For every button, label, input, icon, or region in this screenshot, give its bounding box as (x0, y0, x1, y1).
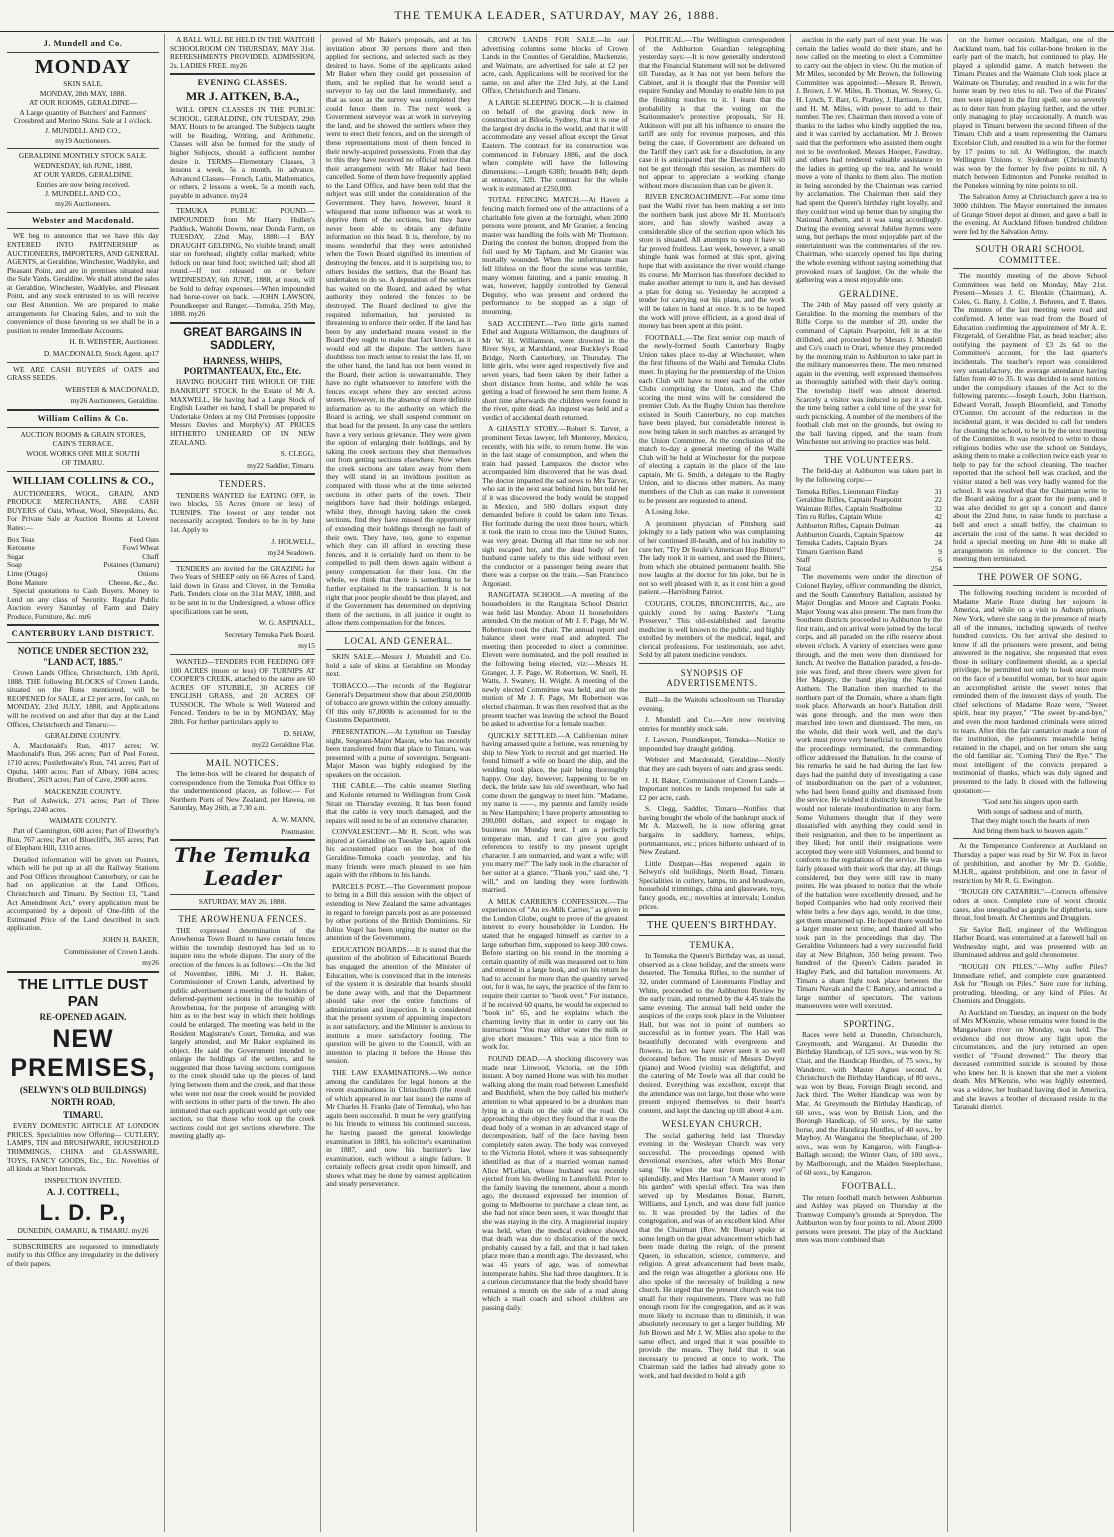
ad-land-notice-subheader: NOTICE UNDER SECTION 232, "LAND ACT, 1885." (17, 646, 149, 667)
list-item: my19 Auctioneers. (55, 135, 111, 145)
list-item: A LARGE SLEEPING DOCK.—It is claimed on behalf of the graving dock now in construction at Biloela, Sydney, that it is one of the largest dry docks in the world, and that it will accommodate any vessel afloat except the Great Eastern. The contract for its construction was commenced in February 1886, and the dock when complete will have the following dimensions:—Length 638ft; breadth 84ft; depth at entrance, 32ft. The contract for the whole work is estimated at £250,000. (482, 98, 628, 193)
ad-land-mackenzie-county: MACKENZIE COUNTY. (44, 786, 122, 796)
ad-dust-pan-inspection: INSPECTION INVITED. (44, 1175, 122, 1185)
geraldine-text: The 24th of May passed off very quietly at Geraldine. In the morning the members of the Rifle Corps to the number of 20, under the command of Captain Pearpoint, fell in at the drillshed, and proceeded by Messrs J. Mundell and Co's coach to Orari, whence they proceeded by the morning train to Ashburton to take part in the military manoeuvres there. The men returned again in the evening, well expressed themselves as thoroughly satisfied with their day's outing. The township itself was almost deserted. Scarcely a visitor was induced to pay it a visit, the time being rather a cold time of the year for such picnicking. A number of the members of the football club met on the grounds, but owing to the ball having ripped, and the team from Winchester not arriving no practice was held. (796, 300, 942, 447)
ad-tenders-signature (170, 538, 315, 558)
news-items-col4 (482, 36, 628, 1312)
ad-aitken-name: MR J. AITKEN, B.A., (185, 89, 300, 104)
list-item: CROWN LANDS FOR SALE.—In our advertising columns some blocks of Crown Lands in the Counties of Geraldine, Mackenzie, and Waimate, are advertised for sale at £2 per acre, cash. Applications will be received for the same, on and after the 23rd July, at the Land Office, Christchurch and Timaru. (482, 35, 628, 96)
list-item: At the Temperance Conference at Auckland on Thursday a paper was read by Sir W. Fox in favor of prohibition, and another by Mr D. Goldie, M.H.R., against prohibition, and one in favor of restriction by Mr R. G. Ewington. (953, 841, 1107, 885)
volunteers-text: The movements were under the direction of Colonel Bayley, officer commanding the district, and the South Canterbury Battalion, assisted by Major Douglas and Moore and Captain Pooks. Major Young was also present. The men from the Southern districts proceeded to Ashburton by the first train, and on arrival were joined by the local corps, and all paraded on the rifle reserve about eleven o'clock. A variety of exercises were gone through, and the men were then dismissed for lunch. At twelve the Battalion paraded, a feu-de-joie was fired, and three cheers were given for Her Majesty, the band playing the National Anthem. The Battalion then marched to the northern part of the Domain, where a sham fight took place. Afterwards an hour's Battalion drill was gone through, and the men were then marched into town and dismissed. The men, on the whole, did their work well, and the day's work must prove very beneficial to them. Before the proceedings terminated, the commanding officer addressed the Battalion. In the course of his remarks he said he had during the last few days had the painful duty of investigating a case of insubordination on the part of a volunteer, who had been found guilty and dismissed from the service. He wished it distinctly known that he would not tolerate insubordination in any form. Some Volunteers thought that if they were dissatisfied with anything they could send in their resignation, and then to be impertinent as they liked; but until their resignations were accepted they were still Volunteers, and bound to conform to the regulations of the service. He was fairly pleased with their work that day, all things considered, but they were still raw in many points. He was pleased to notice that the whole of the battalion were excellently dressed, and he hoped Companies who had only received their white belts a few days ago, would, in due time, get them smartened up. He hoped there would be a larger muster next time, and thanked all who took part in the proceedings that day. The Geraldine Volunteers had a very successful field day at New Brighton, 350 being present. Two hundred of the Queen's Cadets paraded in Hagley Park, and did battalion movements. At Timaru a sham fight took place between the Timaru Navals and the C Battery, and attracted a large number of spectators. The various manoeuvres were well executed. (796, 572, 943, 1011)
list-item: And bring them back to heaven again." (972, 825, 1088, 835)
list-item: RIVER ENCROACHMENT.—For some time past the Waihi river has been making a set into the northern bank just above Mr H. Morrison's store, and has slowly washed away a considerable slice of the section upon which his store is situated. All attempts to stop it have so far proved fruitless. Last week, however, a small shingle bank was formed at this spot, giving hope that with assistance the river would change its course. Mr Morrison has therefore decided to make another attempt to turn it, and has devised a plan for doing so. Yesterday he accepted a tender for carrying out his plans, and the work will be taken in hand at once. It is to be hoped the work will prove efficient, as a good deal of money has been spent at this point. (639, 192, 785, 331)
ad-collins-text: AUCTIONEERS, WOOL, GRAIN, AND PRODUCE MERCHANTS, ARE CASH BUYERS of Oats, Wheat, Wool, Sheepskins, &c. For Private Sale at Auction Rooms at Lowest Rates:— (7, 488, 159, 533)
queens-birthday-header: THE QUEEN'S BIRTHDAY. (647, 920, 777, 932)
ad-saddlery-signature (170, 450, 315, 470)
list-item: WEBSTER & MACDONALD, (65, 384, 159, 394)
list-item: AT OUR YARDS, GERALDINE. (33, 170, 133, 180)
wesleyan-header: WESLEYAN CHURCH. (661, 1119, 763, 1130)
list-item: AUCTION ROOMS & GRAIN STORES, (20, 429, 146, 439)
list-item: TOTAL FENCING MATCH.—At Haven a fencing match formed one of the attractions of a charitable fete given at the fortnight, when 2000 persons were present, and Mr Granier, a fencing master was handling the foils with Mr Thomson. During the contest the button, dropped from the foil used by Mr Tapham, and Mr Granier was mortally wounded. When the unfortunate man fell lifeless on the floor the scene was terrible, many women fainting, and a panic ensuing. It was, however, happily controlled by General Deguisy, who was present and ordered the performance to be stopped as a sign of mourning. (482, 195, 628, 316)
queens-birthday-temuka: TEMUKA. (689, 939, 735, 950)
list-item: THE LAW EXAMINATIONS.—We notice among the candidates for legal honors at the recent examinations in Christchurch (the result of which appeared in our last issue) the name of Mr Charles H. Franks (late of Temuka), who has again been successful. It must be very gratifying to his friends to witness his continued success, he having passed the general knowledge examination in 1883, his solicitor's examination in 1887, and now his barrister's law examination, each without a single failure. It certainly reflects great credit upon himself, and shows what may be done by earnest application and steady perseverance. (326, 1067, 471, 1189)
list-item: Little Dustpan—Has reopened again in Selwyn's old buildings, North Road, Timaru. Specialities in cutlery, lamps, tin and brushware, household trimmings, china and glassware, toys, fancy goods, etc.; novelties at intervals; London prices. (639, 858, 785, 911)
list-item: WEDNESDAY, 6th JUNE, 1888, (33, 160, 133, 170)
sporting-header: SPORTING. (843, 1018, 895, 1029)
list-item: NORTH ROAD, (51, 1097, 115, 1108)
ad-land-signature (7, 936, 159, 968)
salvation-army-text: The Salvation Army at Christchurch gave a tea to 3000 children. The Mayor entertained the inmates of Grange Street depot at dinner, and gave a ball in the evening. At Auckland fifteen hundred children were fed by the Salvation Army. (953, 192, 1107, 236)
list-item: WOOL WORKS ONE MILE SOUTH (26, 448, 140, 458)
table-cell: Onions (137, 568, 159, 578)
list-item: THE CABLE.—The cable steamer Sterling and Kolonie returned to Wellington from Cook Strait on Thursday evening. It has been found that the cable is very much damaged, and the repairs will need to be of an extensive character. (326, 781, 471, 825)
south-orari-text: The monthly meeting of the above School Committees was held on Monday, May 21st. Present—Messrs J. C. Blenkin (Chairman), A. Coles, G. Batty, J. Collie, J. Behrens, and T. Bates. The minutes of the last meeting were read and confirmed. A letter was read from the Board of Education confirming the appointment of Mr A. E. Fitzgerald, of Geraldine Flat, as head teacher; also notifying the payment of £3 2s 6d to the Committee's account, for the last quarter's incidentals. The teacher's report was considered very unsatisfactory, the average attendance having fallen from 40 to 35. It was decided to send notices under the compulsory clauses of the Act to the following parents:—Joseph Louch, John Harrison, Edward Verrall, Joseph Bloomfield, and Timothy O'Connor. On account of the reduction in the incidental grant, it was decided to call for tenders for cleaning the school, to be in by the next meeting of the Committee. It was resolved to write to those religious bodies who use the school on Sundays, asking them to make a collection twice each year to help to pay for the school cleaning. The teacher reported that the school bell was cracked, and the visitor stated a bell was very badly wanted for the school. It was resolved that the Chairman write to the Board asking for a grant for the pump, and it was also decided to get up a concert and dance about the 22nd June, to raise funds to purchase a bell and erect a small belfry, the chairman to ascertain the cost of the same. It was decided to hold a special meeting on June 4th to make all arrangements in reference to the concert. The meeting then terminated. (953, 271, 1107, 564)
list-item: "ROUGH ON CATARRH."—Corrects offensive odors at once. Complete cure of worst chronic cases, also unequalled as gargle for diphtheria, sore throat, foul breath. At Chemists and Druggists. (953, 887, 1107, 923)
poem-lines (953, 798, 1107, 835)
football-text: The return football match between Ashburton and Ashley was played on Thursday at the Tramway Company's grounds at Spreydon. The Ashburton won by four points to nil. About 2000 persons were present. The play of the Auckland men was more combined than (796, 1192, 942, 1245)
list-item: RANGITATA SCHOOL.—A meeting of the householders in the Rangitata School District was held last Monday. About 11 householders attended. On the motion of Mr J. F. Page, Mr W. Robertson took the chair. The annual report and balance sheet were read and adopted. The meeting then proceeded to elect a committee. Eleven were nominated, and the poll resulted in the following being elected, viz:—Messrs H. Granger, J. F. Page, W. Robertson, W. Snell, H. Watts, J. Swaney, H. Wright. A meeting of the newly elected Committee was held, and on the motion of Mr J. F. Page, Mr Robertson was elected chairman. It was then resolved that as the present teacher was leaving the school the Board be asked to advertise for a female teacher. (482, 590, 628, 729)
newspaper-title: The Temuka Leader (174, 843, 311, 891)
list-item: SKIN SALE.—Messrs J. Mundell and Co. hold a sale of skins at Geraldine on Monday next. (326, 652, 471, 679)
list-item: J. HOLWELL, (271, 536, 315, 546)
table-cell: 31 (934, 486, 942, 496)
tail-items (953, 842, 1107, 1111)
table-cell: Lime (Otago) (7, 568, 48, 578)
list-item: PRESENTATION.—At Lyttelton on Tuesday night, Sergeant-Major Mason, who has recently been transferred from that place to Timaru, was presented with a purse of sovereigns. Sergeant-Major Mason was highly eulogised by the speakers on the occasion. (326, 726, 471, 779)
table-cell: Chaff (142, 551, 159, 561)
ad-tenders-turnips: TENDERS WANTED for EATING OFF, in two blocks, 55 Acres (more or less) of TURNIPS. The lowest or any tender not necessarily accepted. Tenders to be in by June 1st. Apply to (170, 490, 315, 535)
table-cell: Ashburton Rifles, Captain Dolman (796, 520, 900, 530)
list-item: D. MACDONALD, Stock Agent. ap17 (43, 348, 159, 358)
ad-public-pound: TEMUKA PUBLIC POUND.—IMPOUNDED from Mr Harry Hullen's Paddock, Waitohi Downs, near Donda Farm, on TUESDAY, 22nd May, 1888:—1 BAY DRAUGHT GELDING, No visible brand; small star on forehead; slightly collar marked; white fetlock on near hind foot; switched tail; shod all round.—If not released on or before WEDNESDAY, 6th JUNE, 1888, at noon, will be Sold to defray expenses.—When impounded had horse-cover on back. —JOHN LAWSON, Poundkeeper and Ranger.—Temuka, 25th May, 1888. my26 (170, 206, 315, 319)
ad-webster-signature (7, 338, 159, 358)
list-item: my26 Auctioneers. (55, 198, 111, 208)
ad-mundell-header: J. Mundell and Co. (43, 38, 123, 48)
wesleyan-continued: auction in the early part of next year. He was certain the ladies would do their share, and he now called on the meeting to elect a Committee to carry out the object in view. On the motion of Mr Miles, seconded by Mr Brown, the following Committee was appointed:—Messrs R. Brown, J. Brown, J. W. Miles, B. Thomas, W. Storey, G. H. Lynch, T. Barr, G. Pratley, J. Harrison, J. Orr, and H. M. Miles, with power to add to their number. The rev. Chairman then moved a vote of thanks to the ladies who kindly supplied the tea, and it was carried by acclamation. Mr J. Brown said that the performers who assisted them ought not to be overlooked. Messrs Hooper, Fawdray, and others had rendered valuable assistance to the ladies in getting up the tea, and he would move a vote of thanks to them also. The motion in being seconded by the Chairman was carried by acclamation. The Chairman then said they had spent the Queen's birthday right loyally, and they could not wind up better than by singing the National Anthem, and it was sung accordingly. During the evening several Jubilee hymns were sung, but perhaps the most enjoyable part of the entertainment was the commentaries of the rev. Chairman, who scarcely opened his lips during the whole evening without saying something that provoked roars of laughter. On the whole the gathering was a most enjoyable one. (796, 35, 942, 285)
list-item: A Losing Joke. (645, 507, 690, 517)
list-item: FOOTBALL.—The first senior cup match of the newly-formed South Canterbury Rugby Union takes place to-day at Winchester, when the first fifteens of the Waihi and Temuka Clubs meet. In playing for the premiership of the Union each Club will have to meet each of the other Clubs comprising the Union, and the Club scoring the most wins will be considered the premier Club. As the Rugby Union has therefore existed in South Canterbury, no cup matches have been played, but considerable interest is now being taken in such matches as arranged by the Union Committee. At the conclusion of the match to-day a general meeting of the Waihi Club will be held at Winchester for the purpose of electing a captain in the place of the late captain, Mr G. Smith, a delegate to the Rugby Union, and to discuss other matters. As many members of the Club as can make it convenient to be present are requested to attend. (639, 332, 785, 505)
news-items-col5 (639, 36, 785, 660)
list-item: A GHASTLY STORY.—Robert S. Tarver, a prominent Texas lawyer, left Monterey, Mexico, recently, with his wife, to return home. He was in the last stage of consumption, and when the train had passed Lampazos the doctor who accompanied him discovered that he was dead. The doctor imparted the sad news to Mrs Tarver, who sat in the next seat behind him, but told her if it was discovered the body would be stopped in Mexico, and 500 dollars export duty demanded before it could be taken into Texas. Her fortitude during the next three hours, which it took the train to cross into the United States, was very great. During all that time no sob nor sigh escaped her, and the dead body of her husband came safely to this side without even the conductor or a passenger being aware that there was a corpse on the train.—San Francisco Argonaut. (482, 424, 628, 588)
sporting-text: Races were held at Dunedin, Christchurch, Greymouth, and Wanganui. At Dunedin the Birthday Handicap, of 125 sovs., was won by St. Clair, and the Handicap Hurdles, of 75 sovs., by Wanderer, with Master Agnes second. At Christchurch the Birthday Handicap, of 80 sovs., was won by Beau, Foreign Bragh second, and Jack third. The Welter Handicap was won by Mac. At Greymouth the Birthday Handicap, of 60 sovs., was won by British Lion, and the Borough Handicap, of 50 sovs., by the same horse, and the Handicap Hurdles, of 40 sovs., by Mayboy. At Wanganui the Steeplechase, of 200 sovs., was won by Kangaroo, with Faugh-a-Ballagh second; the Winter Oats, of 100 sovs., by Marlborough, and the Maiden Steeplechase, of 60 sovs., by Kangaroo. (796, 1030, 942, 1177)
list-item: D. SHAW, (283, 728, 315, 738)
table-cell: 254 (930, 563, 942, 573)
mail-notices-header: MAIL NOTICES. (206, 757, 279, 768)
list-item: my26 Auctioneers, Geraldine. (70, 396, 159, 406)
table-cell: Staff (796, 555, 811, 565)
football-continued: on the former occasion. Madigan, one of the Auckland team, had his collar-bone broken in the early part of the match, but continued to play. He played a splendid game. A match between the Timaru Pirates and the Waimate Club took place at Waimate on Thursday, and resulted in a win for the home team by two tries to nil. Two of the Pirates' men were injured in the first spell, one so severely as to deter him from playing further, and the other only managing to play occasionally. A match was played in Timaru between the second fifteen of the Timaru Club and a team representing the Oamaru Excelsior Club, and resulted in a win for the former by 17 points to nil. At Wellington, the match Wellington Unions v. Sydenham (Christchurch) was won by the former by five points to nil. A match between Edmonton and Poneke resulted in the Ponekes winning by nine points to nil. (953, 35, 1107, 190)
table-cell: 9 (938, 546, 942, 556)
column-7 (948, 34, 1112, 1532)
ad-saddlery-headline: GREAT BARGAINS IN SADDLERY, (183, 326, 302, 353)
list-item: H. B. WEBSTER, Auctioneer. (69, 337, 159, 347)
ad-land-notice-text: Crown Lands Office, Christchurch, 13th April, 1888. THE following BLOCKS of Crown Lands, situated on the Runs mentioned, will be REOPENED for SALE, at £2 per acre, for cash, on MONDAY, 23rd JULY, 1888, and Applications will be received on and after that day at the Land Offices, Christchurch and Timaru:— (7, 668, 159, 729)
column-3 (321, 34, 477, 1532)
ad-dust-pan-text: EVERY DOMESTIC ARTICLE AT LONDON PRICES. Specialities now Offering— CUTLERY, LAMPS, TIN and BRUSHWARE, HOUSEHOLD TRIMMINGS, CHINA and GLASSWARE, TOYS, FANCY GOODS, Etc., Etc. Novelties of all kinds at Short Intervals. (7, 1121, 159, 1174)
ad-collins-items (7, 536, 159, 587)
list-item: COUGHS, COLDS, BRONCHITIS, &c., are quickly cured by using Baxter's "Lung Preserver." This old-established and favorite medicine is well known to the public, and highly extolled by members of the medical, legal, and clerical professions. For testimonials, see advt. Sold by all patent medicine vendors. (639, 599, 785, 660)
ad-grazing-signature (170, 619, 315, 651)
ad-cash-buyers-text: WE ARE CASH BUYERS of OATS and GRASS SEEDS. (7, 364, 159, 383)
table-cell: Total (796, 563, 812, 573)
list-item: "God sent his singers upon earth (981, 797, 1078, 807)
list-item: OF TIMARU. (61, 458, 105, 468)
list-item: TIMARU. (63, 1109, 103, 1120)
list-item: J. Lawson, Poundkeeper, Temuka—Notice re impounded bay draught gelding. (639, 735, 785, 753)
table-cell: Feed Oats (129, 534, 159, 544)
table-row (7, 544, 159, 553)
list-item: GERALDINE MONTHLY STOCK SALE. (18, 151, 148, 161)
ad-dust-pan-new-premises: NEW PREMISES, (10, 1024, 156, 1082)
table-cell: Geraldine Rifles, Captain Pearpoint (796, 495, 902, 505)
ad-dust-pan-ldp: L. D. P., (39, 1199, 127, 1225)
list-item: That they might touch the hearts of men (970, 816, 1090, 826)
ad-geraldine-stock-sale (7, 152, 159, 208)
list-item: my22 Saddler, Timaru. (247, 460, 315, 470)
table-cell: 42 (934, 512, 942, 522)
list-item: W. G. ASPINALL, (258, 618, 315, 628)
list-item: EDUCATION BOARDS.—It is stated that the question of the abolition of Educational Boards has engaged the attention of the Minister of Education, who is convinced that in the interests of the system it is desirable that boards should be done away with, and that the Department should take over the entire functions of administration and inspection. It is considered that the present system of appointing inspectors is not satisfactory, and the Minister is anxious to institute a more satisfactory footing. The question will be given to the Council, with an intention to placing it before the House this session. (326, 944, 471, 1066)
table-cell: Fowl Wheat (122, 543, 159, 553)
newspaper-page (2, 34, 1112, 1532)
list-item: A MILK CARRIER'S CONFESSION.—The experiences of "An ex-Milk Carrier," as given in the London Globe, ought to prove of the greatest interest to every householder in London. He stated that he engaged himself as carrier to a large suburban firm, supposed to keep 300 cows. Before starting on his round in the morning a certain quantity of milk was measured out to him and entered in a large book, and on his return he had to account for more than the quantity served out, for it was, he says, the practice of the firm to require their carrier to "book over." For instance, if he received 60 quarts, he would be expected to "book in" 65, and he explains which the charming levity that in order to carry out his instructions "You may either water the milk or give short measure." This was a nice firm to work for. (482, 896, 628, 1052)
list-item: POLITICAL.—The Wellington correspondent of the Ashburton Guardian telegraphing yesterday says:—It is now generally understood that the Financial Statement will not be delivered till Tuesday, as it has not yet been before the Cabinet, and it is thought that the Premier will require Sunday and Monday to enable him to put the finishing touches to it. I learn that the probability is that the voting on the Stationmaster's protective proposals, Sir H. Atkinson will put all his influence to ensure the tariff are only for revenue purposes, and this being the case, if Government are defeated on the Tariff they can't ask for a dissolution, in any case it is anticipated that the Electoral Bill will not be got through this session, as members do not appear to appreciate a working change without more discussion than can be given it. (639, 35, 785, 190)
ad-collins-header: William Collins & Co. (37, 412, 129, 423)
list-item: Postmaster. (281, 826, 315, 836)
football-header: FOOTBALL. (841, 1181, 897, 1192)
ad-saddlery-sub: HARNESS, WHIPS, PORTMANTEAUX, Etc., Etc. (183, 355, 302, 377)
column-5 (634, 34, 791, 1532)
ad-webster-header: Webster and Macdonald. (31, 214, 135, 225)
mail-notices-signature (170, 816, 315, 836)
synopsis-header: SYNOPSIS OF ADVERTISEMENTS. (666, 668, 758, 689)
ad-land-waimate-text: Part of Cannington, 600 acres; Part of Elworthy's Run, 767 acres; Part of Bluecliff's, 365 acres; Part of Elephant Hill, 1310 acres. (7, 825, 159, 853)
list-item: A Large quantity of Butchers' and Farmers' Crossbred and Merino Skins. Sale at 1 o'clock. (13, 107, 153, 126)
list-item: Secretary Temuka Park Board. (224, 629, 315, 639)
list-item: CONVALESCENT.—Mr R. Scott, who was injured at Geraldine on Tuesday last, again took his accustomed place on the box of the Geraldine-Temuka coach yesterday, and his many friends were much pleased to see him again with the ribbons in his hands. (326, 827, 471, 880)
south-orari-header: SOUTH ORARI SCHOOL COMMITTEE. (975, 244, 1085, 265)
table-cell: Soap (7, 560, 22, 570)
list-item: With songs of sadness and of mirth, (977, 806, 1083, 816)
volunteers-table (796, 488, 942, 574)
table-cell: Temuka Cadets, Captain Byars (796, 538, 888, 548)
column-6 (791, 34, 948, 1532)
ad-dust-pan-tail: DUNEDIN, OAMARU, & TIMARU. my26 (17, 1226, 149, 1236)
ad-dust-pan-address (7, 1085, 159, 1120)
table-cell: 24 (934, 538, 942, 548)
list-item: my24 Seadown. (267, 548, 315, 558)
ad-land-waimate-county: WAIMATE COUNTY. (49, 816, 117, 826)
geraldine-header: GERALDINE. (839, 288, 899, 299)
list-item: "ROUGH ON PILES."—Why suffer Piles? Immediate relief, and complete cure guaranteed. Ask for "Rough on Piles." Sure cure for itching, protruding, bleeding, or any kind of Piles. At Chemists and Druggists. (953, 961, 1107, 1006)
table-cell: Kerosene (7, 543, 35, 553)
table-cell: Box Teas (7, 534, 35, 544)
table-cell: Sugar (7, 551, 25, 561)
table-cell: 44 (934, 520, 942, 530)
wesleyan-text: The social gathering held last Thursday evening in the Wesleyan Church was very successful. The proceedings opened with devotional exercises, after which Mrs Bonar sang "He wipes the tear from every eye" splendidly, and Mrs Harrison "A Master stood in his garden" with special effect. Tea was then served up by Mesdames Bonar, Barrett, Williams, and Lynch, and was done full justice to. It was presided by the ladies of the congregation, and was of an excellent kind. After that the Chairman (Rev. Mr Bonar) spoke at some length on the great advancement which had been made during the reign, of the present Queen, in education, science, commerce, and religion. A great advancement had been made, and the reign was altogether a glorious one. He also spoke of the necessity of building a new church. He urged that the present church was too small for their requirements. There was no full enough room for the congregation, and as it was more likely to increase than to diminish, it was absolutely necessary to get a larger building. Mr Job Brown and Mr J. W. Miles also spoke to the same effect, and urged that it was possible to provide the means. They held that it was necessary to proceed at once to work. The Chairman said the ladies had already gone to work, and had decided to hold a gift (639, 1130, 785, 1380)
editorial-text: THE expressed determination of the Arowhenua Town Board to have certain fences within the township destroyed has led us to inquire into the whole dispute. The story of the erection of the fences is as follows:—On the 3rd of November, 1886, Mr J. H. Baker, Commissioner of Crown Lands, advertised by public advertisement a meeting of the holders of deferred-payment sections in the township of Arowhenua, for the purpose of arranging with him as to the best way in which their holdings could be enlarged. The meeting was held in the Resident Magistrate's Court, Temuka, and was largely attended, and Mr Baker explained its object. He said the Government intended to enlarge the holdings of the settlers, and he suggested that those having sections contiguous to the creek should take up the pieces of land lying between them and the creek, and that those who were not near the creek would be provided with sections in other parts of the town. He also intimated that each applicant would get only one section, so that those who took up the creek sections could not get sections elsewhere. The meeting gladly ap- (170, 925, 315, 1141)
ad-land-geraldine-county: GERALDINE COUNTY. (45, 731, 121, 741)
list-item: Ball—In the Waitohi schoolroom on Thursday evening. (639, 694, 785, 713)
list-item: At Auckland on Tuesday, an inquest on the body of Mrs M'Kenzie, whose remains were found in the Mangawhare river on Monday, was held. The evidence did not throw any light upon the circumstances, and the jury returned an open verdict of "Found drowned." The theory that deceased committed suicide is scouted by those who knew her. It is known that she met a violent death. Mrs M'Kenzie, who was highly esteemed, was a widow, her husband having died in America, and she leaves a brother of deceased reside in the Taranaki district. (953, 1007, 1107, 1112)
ad-collins-big: WILLIAM COLLINS & CO., (12, 475, 154, 487)
list-item: my22 Geraldine Flat. (251, 740, 315, 750)
list-item: (SELWYN'S OLD BUILDINGS) (19, 1084, 147, 1095)
list-item: S. CLEGG, (280, 449, 315, 459)
list-item: Commissioner of Crown Lands. (64, 946, 159, 956)
editorial-headline: THE AROWHENUA FENCES. (178, 914, 307, 925)
ad-wanted-tenders: WANTED—TENDERS FOR FEEDING OFF 100 ACRES (more or less) OF TURNIPS AT COOPER'S CREEK, attached to the same are 60 ACRES OF STUBBLE, 30 ACRES OF ENGLISH GRASS, and 20 ACRES OF TUSSOCK. The Whole is Well Watered and Fenced. Tenders to be in by MONDAY, May 28th. For further particulars apply to (170, 656, 315, 726)
list-item: J. H. Baker, Commissioner of Crown Lands—Important notices re lands reopened for sale at £2 per acre, cash. (639, 775, 785, 802)
table-cell: Ashburton Guards, Captain Sparrow (796, 529, 904, 539)
list-item: PARCELS POST.—The Government propose to bring in a Bill this session with the object of extending to New Zealand the same advantages in regard to foreign parcels post as are possessed by other portions of the British Dominions. Sir Julius Vogel has been urging the matter on the attention of the Government. (326, 881, 471, 943)
table-cell: Timaru Garrison Band (796, 546, 863, 556)
newspaper-masthead-title: THE TEMUKA LEADER, SATURDAY, MAY 26, 1888. (394, 8, 720, 22)
ad-evening-classes-text: WILL OPEN CLASSES IN THE PUBLIC SCHOOL, GERALDINE, ON TUESDAY, 29th MAY. Hours to be arranged. The Subjects taught will be Reading, Writing, and Arithmetic. Classes will also be formed for the study of higher Subjects, should a sufficient number desire it. TERMS—Elementary Classes, 3 lessons a week, 5s a month, in advance. Advanced Classes—French, Latin, Mathematics, or others, 2 lessons a week, 5s a month each, payable in advance. my24 (170, 105, 315, 200)
list-item: my26 (142, 958, 159, 968)
table-row (796, 556, 942, 565)
column-2 (165, 34, 321, 1532)
power-of-song-header: THE POWER OF SONG. (977, 571, 1083, 582)
ad-saddlery-text: HAVING BOUGHT THE WHOLE OF THE BANKRUPT STOCK In the Estate of Mr A. MAXWELL, He having had a Large Stock of English Leather on hand, I shall be prepared to Undertake Orders at my Old Premises (opposite Messrs Davies and Murphy's) AT PRICES HITHERTO UNHEARD OF IN NEW ZEALAND. (170, 377, 315, 447)
newspaper-date: SATURDAY, MAY 26, 1888. (198, 896, 287, 906)
list-item: TOBACCO.—The records of the Registrar General's Department show that about 250,000lb of tobacco are grown within the colony annually. Of this only 67,000lb is accounted for to the Customs Department. (326, 681, 471, 725)
list-item: J. MUNDELL AND CO., (45, 189, 121, 199)
table-cell: Temuka Rifles, Lieutenant Findlay (796, 486, 899, 496)
list-item: SKIN SALE. (63, 79, 103, 89)
table-cell: 32 (934, 503, 942, 513)
ad-dust-pan-title: THE LITTLE DUST PAN (18, 975, 148, 1011)
ad-evening-classes-header: EVENING CLASSES. (197, 77, 288, 88)
local-general-items (326, 653, 471, 1189)
ad-tenders-header: TENDERS. (218, 479, 267, 490)
table-cell: Potatoes (Oamaru) (103, 560, 159, 570)
queens-birthday-text: In Temuka the Queen's Birthday was, as usual, observed as a close holiday, and the streets were deserted. The Temuka Rifles, to the number of 32, under command of Lieutenants Findlay and White, proceeded to the Ashburton Review by the early train, and returned by the 4.45 train the same evening. The annual ball held under the auspices of the corps took place in the Volunteer Hall, but was not in point of numbers so successful as in former years. The Hall was beautifully decorated with evergreens and flowers, in fact we have never seen it so well decorated before. The music of Messrs Dwyer (piano) and Wood (violin) was delightful, and the catering of Mr Towle was all that could be desired. Everything was excellent, except that the attendance was not large, but those who were present enjoyed themselves to their heart's content, and kept the dancing up till about 4 a.m. (639, 951, 785, 1115)
ad-tenders-grazing: TENDERS are invited for the GRAZING for Two Years of SHEEP only on 66 Acres of Land, laid down in Grass and Clover, in the Temuka Park. Tenders close on the 31st MAY, 1888, and to be sent in to the Undersigned, a whose office specifications can be seen, (170, 563, 315, 616)
ad-mundell-monday: MONDAY (34, 55, 132, 78)
list-item: SAD ACCIDENT.—Two little girls named Ethel and Augusta Williamson, the daughters of Mr W. H. Williamson, were drowned in the River Styx, at Marshland, near Buckley's Road Bridge, North Canterbury, on Thursday. The little girls, who were aged respectively five and seven years, had been taken by their father a short distance from home, and while he was getting a load of firewood he sent them home. A short time afterwards the children were found in the river, quite dead. An inquest was held and a verdict of accidental death returned. (482, 318, 628, 422)
ad-dust-pan-name: A. J. COTTRELL, (46, 1187, 120, 1198)
ad-land-detail-text: Detailed information will be given on Posters, which will be put up at all the Railway Stations and Post Offices throughout Canterbury, or can be had on application at the Land Offices, Christchurch and Timaru. By Section 13, "Land Act Amendment Act," every application must be accompanied by a deposit of One-fifth of the Estimated Price of the Land described in such application. (7, 854, 159, 933)
table-cell: 44 (934, 529, 942, 539)
list-item: Webster and Macdonald, Geraldine—Notify that they are cash buyers of oats and grass seeds. (639, 755, 785, 773)
ad-land-geraldine-text: A. Macdonald's Run, 4017 acres; W. Macdonald's Run, 266 acres; Part of Peel Forest, 1710 acres; Postlethwaite's Run, 741 acres; Part of Opuha, 1400 acres; Part of Albury, 1684 acres; Brothers', 2619 acres; Part of Cave, 2900 acres. (7, 740, 159, 785)
table-cell: Tim ru Rifles, Captain White (796, 512, 883, 522)
list-item: QUICKLY SETTLED.—A Californian miner having amassed quite a fortune, was returning by ship to New York to recruit and get married. He found himself a wife on board the ship, and the wedding took place, the pair being thoroughly happy. One day, however, happening to be on deck, the bride saw his old sweetheart, who had come down the gangway to meet him. "Madame, my name is ——, my parents and family reside in New Hampshire; I have property amounting to 200,000 dollars, and expect to engage in business on Monday next. I am a perfectly temperate man, and I can give you good references to testify to my present upright character. I am unmarried, and want a wife; will you marry me?" The lady took in the character of her suitor at a glance. "Thank you," said she, "I will," and on landing they were forthwith married. (482, 730, 628, 895)
ad-webster-text: WE beg to announce that we have this day ENTERED INTO PARTNERSHIP as AUCTIONEERS, IMPORTERS, AND GENERAL AGENTS, at Geraldine, Winchester, Waddyke, and Pleasant Point, and are in premises situated near the Sale Yards, Geraldine. We shall attend the sales at Geraldine, Winchester, Waddyke, and Pleasant Point, and any stock entrusted to us will receive our Best Attention. We are prepared to make arrangements for Clearing Sales, and to suit the convenience of those favoring us we shall be in a position to render Immediate Accounts. (7, 231, 159, 335)
list-item: A. W. MANN, (271, 815, 315, 825)
list-item: FOUND DEAD.—A shocking discovery was made near Linwood, Victoria, on the 10th instant. A boy named Home was with his mother walking along the main road between Lanesfield and Bushfield, when the boy called his mother's attention to what appeared to be a drunken man lying in a drain on the side of the road. On approaching the object they found that it was the dead body of a woman in an advanced stage of decomposition, half of the face having been completely eaten away. The body was conveyed to the Victoria Hotel, where it was subsequently identified as that of a married woman named Alice M'Lellan, whose husband was recently ejected from his dwelling in Lanesfield. Prior to the family leaving the tenement, about a month ago, the deceased expressed her intention of going to Melbourne to purchase a clean tent, as she had not since been seen, it was thought that she was staying in the city. A magisterial inquiry was held, when the medical evidence showed that death was due to dislocation of the neck, probably caused by a fall, and that it had taken place more than a month ago. The deceased, who was 45 years of age, was of somewhat intemperate habits. She had three daughters. It is a curious circumstance that the body should have remained a month on the side of a road along which a mail coach and school children are passing daily. (482, 1054, 628, 1312)
ad-collins-lines (7, 431, 159, 468)
list-item: AT OUR ROOMS, GERALDINE— (29, 98, 137, 108)
ad-cash-buyers-signature (7, 386, 159, 406)
ad-land-district-header: CANTERBURY LAND DISTRICT. (11, 628, 155, 639)
list-item: my15 (298, 641, 315, 651)
table-row (796, 548, 942, 557)
masthead (0, 0, 1114, 32)
ad-wanted-signature (170, 730, 315, 750)
list-item: S. Clegg, Saddler, Timaru—Notifies that having bought the whole of the bankrupt stock of Mr A. Maxwell, he is now offering great bargains in saddlery, harness, whips, portmanteaux, etc.; prices hitherto unheard of in New Zealand. (639, 804, 785, 857)
list-item: J. MUNDELL AND CO., (45, 125, 121, 135)
volunteers-header: THE VOLUNTEERS. (824, 455, 914, 466)
list-item: MONDAY, 28th MAY, 1888. (39, 88, 127, 98)
list-item: CAIN'S TERRACE. (52, 439, 114, 449)
ad-subscribers-notice: SUBSCRIBERS are requested to immediately notify to this Office any irregularity in the delivery of their papers. (7, 1241, 159, 1268)
volunteers-intro: The field-day at Ashburton was taken part in by the following corps:— (796, 466, 942, 485)
local-general-header: LOCAL AND GENERAL. (344, 635, 453, 646)
list-item: Sir Saylor Bell, engineer of the Wellington Harbor Board, was entertained at a farewell ball on Wednesday night, and was presented with an illuminated address and gold chronometer. (953, 924, 1107, 960)
table-cell: Waimate Rifles, Captain Studholme (796, 503, 903, 513)
list-item: A prominent physician of Pittsburg said jokingly to a lady patient who was complaining of her continued ill-health, and of his inability to cure her, "Try Dr Soule's American Hop Bitters!" The lady took it in earnest, and used the Bitters, from which she obtained permanent health. She now laughs at the doctor for his joke, but he is not so well pleased with it, as it cost him a good patient.—Harrisburg Patriot. (639, 518, 785, 597)
ad-land-mackenzie-text: Part of Ashwick, 271 acres; Part of Three Springs, 2240 acres. (7, 796, 159, 814)
table-cell: 22 (934, 495, 942, 505)
editorial-continued: proved of Mr Baker's proposals, and at his invitation about 30 persons there and then applied for sections, and selected such as they desired to have. Some of the applicants asked Mr Baker when they could get possession of them, and he replied that he would send a surveyor to lay out the land immediately, and that as soon as the survey was completed they could fence them in. The next week a Government surveyor was at work in surveying the land, and he showed the settlers where they were to erect their fences, and on the strength of these representations most of them fenced in their newly-acquired possessions. From that day to this they have received no official notice that their arrangement with Mr Baker had been cancelled. Some of them have frequently applied to the Land Office, and have been told that the subject was still under the consideration of the Government. They have, however, heard it whispered that some influence was at work to deprive them of the sections, but they have never been able to obtain any definite information on this head. It is, therefore, by no means wonderful that they were astonished when the Town Board signified its intention of destroying the fences, and it is surprising too, to others besides the settlers, that the Board has undertaken to do so. A deputation of the settlers has waited on the Board, and asked by what authority they ordered the fences to be destroyed. The Board declined to give the required information, but persisted in threatening to enforce their order. If the land has been by any underhand means vested in the Board they ought to make that fact known, as it would end all the dispute. The settlers have doubtless too much sense to resist the law. If, on the other hand, the land has not been vested in the Board, their action is unwarrantable. They have no right whatsoever to interfere with the fences except where they are erected across streets. However, in the absence of more definite information as to the authority on which the Board is acting, we shall suspend comment on that head for the present. In any case the settlers have a very serious grievance. They were given the option of enlarging their holdings, and by taking the creek sections they shut themselves out from getting sections elsewhere. Now when the creek sections are taken away from them they will stand in an invidious position as compared with those who at the time selected sections in other parts of the town. Their neighbors have had their holdings enlarged, whilst they, through having taken the creek sections, find they have missed the opportunity of extending their holdings through no fault of their own. They have, too, gone to expense which they can ill afford in erecting these fences, and it is certainly hard on them to be compelled to pull them down again without a penny compensation for their loss. On the whole, we think that there is something to be further explained in the transaction. It is not right that poor people should be thus played, and if the Government has determined on depriving them of the sections, in all justice it ought to allow them compensation for the fences. (326, 35, 471, 628)
synopsis-items (639, 696, 785, 911)
ad-dust-pan-reopened: RE-OPENED AGAIN. (39, 1012, 127, 1023)
column-1 (2, 34, 165, 1532)
ad-mundell-lines (7, 80, 159, 145)
table-cell: 6 (938, 555, 942, 565)
list-item: Entries are now being received. (36, 179, 130, 189)
ad-collins-tail: Special quotations to Cash Buyers. Money to Lend on any class of Security. Regular Public Auction every Saturday of Farm and Dairy Produce, Furniture, &c. mr6 (7, 586, 159, 621)
ad-ball-waitohi: A BALL WILL BE HELD IN THE WAITOHI SCHOOLROOM ON THURSDAY, MAY 31st. REFRESHMENTS PROVIDED. ADMISSION, 2s. LADIES FREE. my26 (170, 35, 315, 70)
list-item: JOHN H. BAKER, (102, 934, 159, 944)
table-cell: Cheese, &c., &c. (108, 577, 159, 587)
mail-notices-text: The letter-box will be cleared for despatch of correspondence from the Temuka Post Office to the undermentioned places, as follow:— For Northern Ports of New Zealand, per Hawea, on Saturday, May 26th, at 7.30 a.m. (170, 769, 315, 813)
list-item: J. Mundell and Co.—Are now receiving entries for monthly stock sale. (639, 715, 785, 733)
table-cell: Bone Manure (7, 577, 48, 587)
column-4 (477, 34, 634, 1532)
power-of-song-text: The following touching incident is recorded of Madame Marie Roze during her sojourn in America, and while on a visit to Auburn prison, New York, where she sang in the presence of nearly all of the inmates, including upwards of twelve hundred convicts. On her arrival she desired to know if all the prisoners were present, and being answered in the negative, she requested that even those in solitary confinement should, as a special privilege, be permitted not only to look once more on the face of a beautiful woman, but to hear again an accomplished artiste the sweet notes that reminded them of the innocent days of youth. The chief selections of Madame Roze were, "Sweet spirit, hear my prayer," "The sweet by-and-bye," and even the most hardened criminals were stirred to tears. After this the fair cantatrice made a tour of the institution, the prisoners meanwhile being retained in the chapel, and on her return she sang the old familiar air, "Coming Thro' the Rye." The most intelligent of the convicts prepared a testimonial of thanks, which was duly signed and presented to the lady. It closed with the following quotation:— (953, 588, 1107, 795)
